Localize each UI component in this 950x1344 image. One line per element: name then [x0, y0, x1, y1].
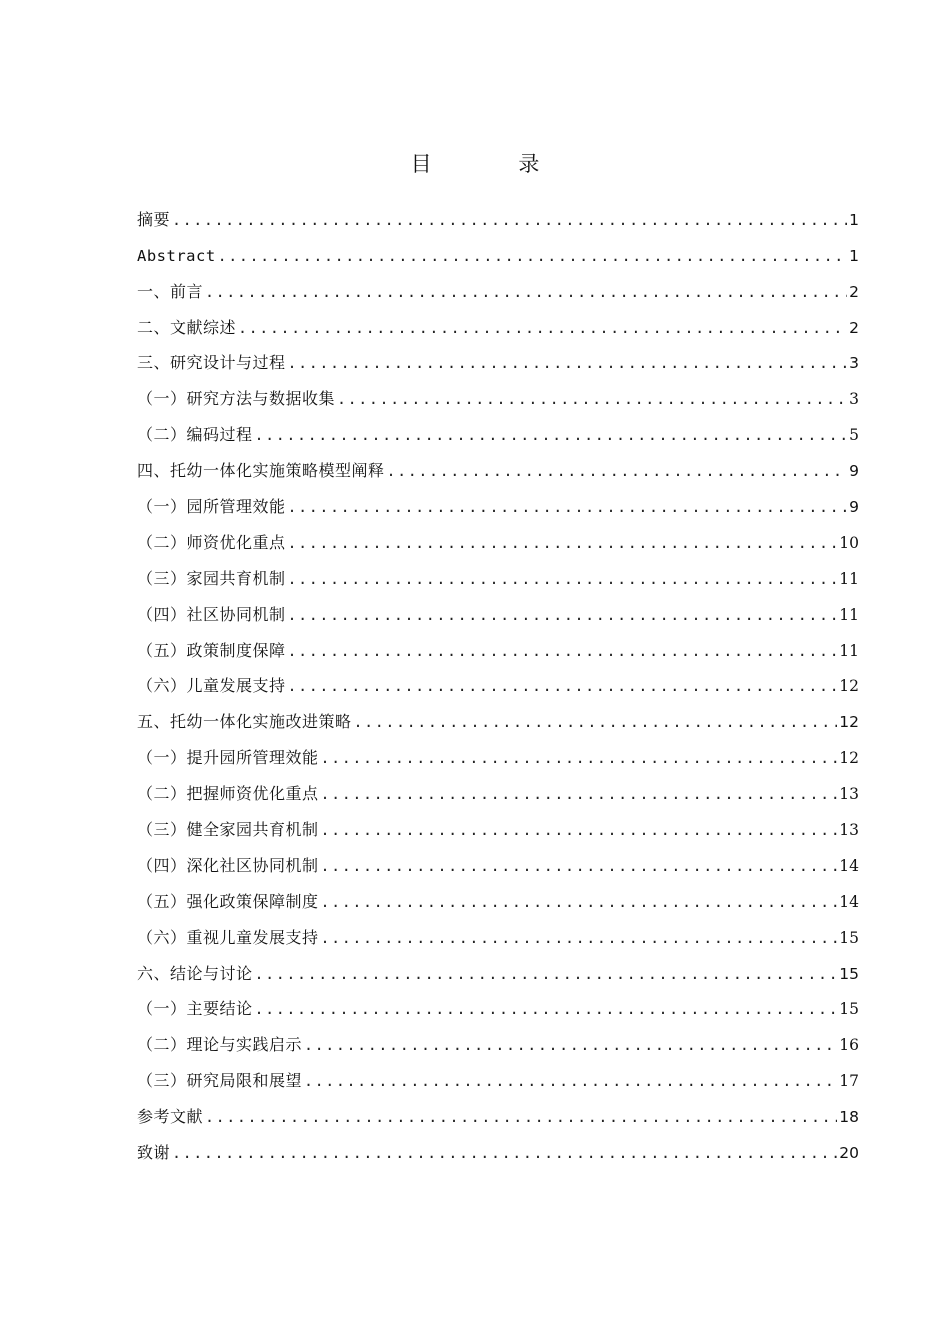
dot-leader [321, 784, 838, 804]
dot-leader [172, 210, 847, 230]
toc-entry[interactable] [137, 1127, 859, 1163]
dot-leader [321, 892, 838, 912]
toc-entry-page-number: 11 [839, 641, 859, 660]
toc-entry[interactable] [137, 266, 859, 302]
toc-entry-page-number: 15 [839, 928, 859, 947]
toc-entry-page-number: 5 [849, 426, 859, 445]
toc-entry-page-number: 1 [849, 246, 859, 265]
toc-entry[interactable] [137, 876, 859, 912]
toc-entry-page-number: 12 [839, 749, 859, 768]
dot-leader [321, 820, 838, 840]
toc-entry[interactable] [137, 912, 859, 948]
toc-entry-label: （三）家园共育机制 [137, 568, 286, 588]
toc-entry[interactable] [137, 1055, 859, 1091]
toc-entry-page-number: 9 [849, 462, 859, 481]
toc-entry[interactable] [137, 589, 859, 625]
toc-entry-page-number: 12 [839, 677, 859, 696]
toc-entry[interactable] [137, 625, 859, 661]
toc-entry-page-number: 12 [839, 713, 859, 732]
toc-entry-label: 六、结论与讨论 [137, 963, 253, 983]
toc-entry-label: （二）师资优化重点 [137, 532, 286, 552]
dot-leader [218, 246, 847, 266]
dot-leader [238, 318, 847, 338]
dot-leader [205, 1107, 837, 1127]
toc-entry-label: （一）园所管理效能 [137, 497, 286, 517]
toc-entry-label: （三）研究局限和展望 [137, 1071, 303, 1091]
toc-entry[interactable] [137, 338, 859, 374]
toc-entry-page-number: 2 [849, 282, 859, 301]
dot-leader [288, 533, 838, 553]
toc-entry[interactable] [137, 445, 859, 481]
dot-leader [288, 569, 838, 589]
toc-entry-label: （三）健全家园共育机制 [137, 820, 319, 840]
toc-entry[interactable] [137, 373, 859, 409]
dot-leader [288, 353, 847, 373]
toc-entry-page-number: 18 [839, 1108, 859, 1127]
toc-entry[interactable] [137, 768, 859, 804]
toc-entry-label: 摘要 [137, 209, 171, 229]
dot-leader [288, 497, 847, 517]
toc-entry-label: （六）儿童发展支持 [137, 676, 286, 696]
toc-entry-label: （二）编码过程 [137, 425, 253, 445]
dot-leader [288, 676, 838, 696]
table-of-contents [137, 194, 859, 1163]
toc-entry-page-number: 15 [839, 964, 859, 983]
toc-entry-page-number: 13 [839, 821, 859, 840]
toc-entry[interactable] [137, 984, 859, 1020]
toc-entry-page-number: 14 [839, 856, 859, 875]
toc-entry[interactable] [137, 517, 859, 553]
toc-entry-page-number: 15 [839, 1000, 859, 1019]
toc-entry-page-number: 3 [849, 390, 859, 409]
toc-entry-label: 五、托幼一体化实施改进策略 [137, 712, 352, 732]
toc-entry-page-number: 14 [839, 892, 859, 911]
toc-entry-page-number: 16 [839, 1036, 859, 1055]
dot-leader [321, 748, 838, 768]
toc-entry-label: 三、研究设计与过程 [137, 353, 286, 373]
dot-leader [321, 856, 838, 876]
toc-entry-label: （四）深化社区协同机制 [137, 855, 319, 875]
toc-entry[interactable] [137, 1019, 859, 1055]
dot-leader [172, 1143, 837, 1163]
toc-entry-page-number: 11 [839, 605, 859, 624]
dot-leader [288, 605, 838, 625]
toc-entry-label: （四）社区协同机制 [137, 604, 286, 624]
toc-entry[interactable] [137, 948, 859, 984]
toc-entry-page-number: 10 [839, 533, 859, 552]
toc-entry-label: （六）重视儿童发展支持 [137, 927, 319, 947]
toc-entry-page-number: 17 [839, 1072, 859, 1091]
toc-entry-label: （一）主要结论 [137, 999, 253, 1019]
toc-entry-label: Abstract [137, 246, 216, 265]
toc-entry[interactable] [137, 840, 859, 876]
toc-entry-label: （二）理论与实践启示 [137, 1035, 303, 1055]
dot-leader [354, 712, 838, 732]
toc-entry[interactable] [137, 732, 859, 768]
dot-leader [304, 1035, 837, 1055]
toc-entry-page-number: 1 [849, 210, 859, 229]
toc-entry-label: （五）强化政策保障制度 [137, 891, 319, 911]
toc-entry-label: 一、前言 [137, 281, 204, 301]
toc-entry-label: （一）研究方法与数据收集 [137, 389, 336, 409]
toc-entry[interactable] [137, 409, 859, 445]
toc-entry[interactable] [137, 230, 859, 266]
toc-entry[interactable] [137, 302, 859, 338]
toc-entry[interactable] [137, 553, 859, 589]
toc-entry-page-number: 11 [839, 569, 859, 588]
toc-entry[interactable] [137, 194, 859, 230]
dot-leader [321, 928, 838, 948]
toc-entry-page-number: 13 [839, 785, 859, 804]
dot-leader [387, 461, 847, 481]
toc-entry-label: （五）政策制度保障 [137, 640, 286, 660]
dot-leader [255, 999, 838, 1019]
toc-entry[interactable] [137, 804, 859, 840]
dot-leader [205, 282, 847, 302]
toc-entry-label: 四、托幼一体化实施策略模型阐释 [137, 461, 385, 481]
dot-leader [304, 1071, 837, 1091]
toc-entry[interactable] [137, 1091, 859, 1127]
dot-leader [337, 389, 847, 409]
toc-entry[interactable] [137, 481, 859, 517]
toc-entry-label: 参考文献 [137, 1107, 204, 1127]
toc-entry-label: （一）提升园所管理效能 [137, 748, 319, 768]
toc-entry-page-number: 9 [849, 498, 859, 517]
toc-entry[interactable] [137, 696, 859, 732]
toc-entry-label: （二）把握师资优化重点 [137, 784, 319, 804]
dot-leader [255, 964, 838, 984]
toc-entry[interactable] [137, 661, 859, 697]
dot-leader [288, 641, 838, 661]
toc-entry-page-number: 2 [849, 318, 859, 337]
dot-leader [255, 425, 847, 445]
toc-entry-page-number: 20 [839, 1144, 859, 1163]
toc-entry-label: 致谢 [137, 1143, 171, 1163]
toc-title: 目 录 [410, 152, 580, 176]
toc-entry-page-number: 3 [849, 354, 859, 373]
toc-entry-label: 二、文献综述 [137, 317, 237, 337]
